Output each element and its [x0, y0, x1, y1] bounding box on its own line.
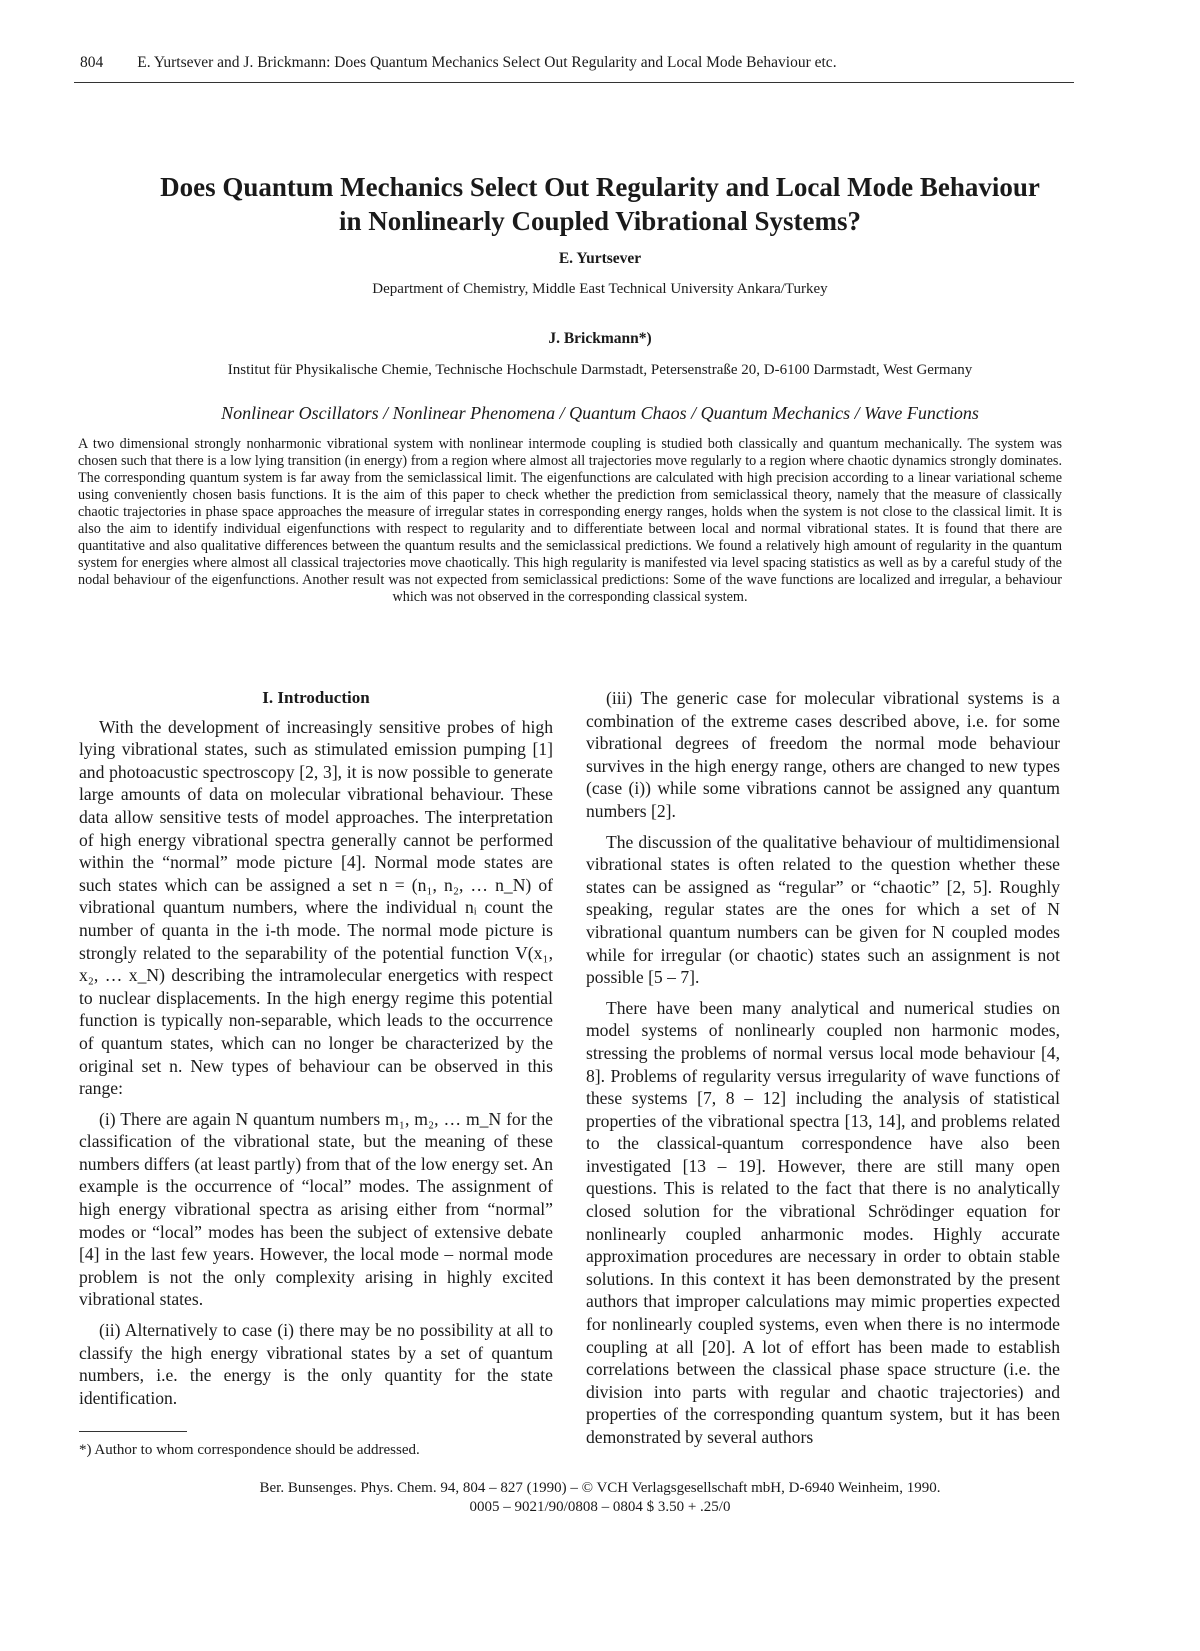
running-title: E. Yurtsever and J. Brickmann: Does Quantum Mechanics Select Out Regularity and Local Mode Behaviour etc. — [137, 54, 837, 71]
author-2-affiliation: Institut für Physikalische Chemie, Technische Hochschule Darmstadt, Petersenstraße 20, D-6100 Darmstadt, West Germany — [227, 362, 973, 378]
footnote: *) Author to whom correspondence should be addressed. — [79, 1442, 420, 1458]
page-number: 804 — [80, 54, 104, 71]
title-line-1: Does Quantum Mechanics Select Out Regularity and Local Mode Behaviour — [160, 172, 1040, 202]
left-column — [79, 687, 553, 1417]
footer-code: 0005 – 9021/90/0808 – 0804 $ 3.50 + .25/0 — [469, 1499, 731, 1515]
running-head — [80, 54, 1068, 72]
abstract: A two dimensional strongly nonharmonic vibrational system with nonlinear intermode coupling is studied both classically and quantum mechanically. The system was chosen such that there is a low lying transition (in energy) from a region where almost all trajectories move regularly to a region where chaotic dynamics strongly dominates. The corresponding quantum system is far away from the semiclassical limit. The eigenfunctions are calculated with high precision according to a linear variational scheme using conveniently chosen basis functions. It is the aim of this paper to check whether the prediction from semiclassical theory, namely that the measure of classically chaotic trajectories in phase space approaches the measure of irregular states in corresponding energy ranges, holds when the system is not close to the classical limit. It is also the aim to identify individual eigenfunctions with respect to regularity and to differentiate between local and normal vibrational states. It is found that there are quantitative and also qualitative differences between the quantum results and the semiclassical predictions. We found a relatively high amount of regularity in the quantum system for energies where almost all classical trajectories move chaotically. This high regularity is manifested via level spacing statistics as well as by a careful study of the nodal behaviour of the eigenfunctions. Another result was not expected from semiclassical predictions: Some of the wave functions are localized and irregular, a behaviour which was not observed in the corresponding classical system. — [78, 436, 1062, 605]
author-2-name: J. Brickmann*) — [548, 330, 652, 347]
paragraph: The discussion of the qualitative behaviour of multidimensional vibrational states is often related to the question whether these states can be assigned as “regular” or “chaotic” [2, 5]. Roughly speaking, regular states are the ones for which a set of N vibrational quantum numbers can be given for N coupled modes while for irregular (or chaotic) states such an assignment is not possible [5 – 7]. — [586, 831, 1060, 988]
footer-citation: Ber. Bunsenges. Phys. Chem. 94, 804 – 827 (1990) – © VCH Verlagsgesellschaft mbH, D-6940 Weinheim, 1990. — [259, 1480, 941, 1496]
paragraph: With the development of increasingly sensitive probes of high lying vibrational states, such as stimulated emission pumping [1] and photoacustic spectroscopy [2, 3], it is now possible to generate large amounts of data on molecular vibrational behaviour. These data allow sensitive tests of model approaches. The interpretation of high energy vibrational spectra generally cannot be performed within the “normal” mode picture [4]. Normal mode states are such states which can be assigned a set n = (n₁, n₂, … n_N) of vibrational quantum numbers, where the individual nᵢ count the number of quanta in the i-th mode. The normal mode picture is strongly related to the separability of the potential function V(x₁, x₂, … x_N) describing the intramolecular energetics with respect to nuclear displacements. In the high energy regime this potential function is typically non-separable, which leads to the occurrence of quantum states, which can no longer be characterized by the original set n. New types of behaviour can be observed in this range: — [79, 716, 553, 1099]
right-column — [586, 687, 1060, 1457]
keywords: Nonlinear Oscillators / Nonlinear Phenomena / Quantum Chaos / Quantum Mechanics / Wave Functions — [221, 403, 979, 423]
title-line-2: in Nonlinearly Coupled Vibrational Systems? — [338, 206, 862, 236]
author-1-affiliation: Department of Chemistry, Middle East Technical University Ankara/Turkey — [372, 281, 828, 297]
author-1-name: E. Yurtsever — [558, 250, 642, 267]
paragraph: (i) There are again N quantum numbers m₁, m₂, … m_N for the classification of the vibrational state, but the meaning of these numbers differs (at least partly) from that of the low energy set. An example is the occurrence of “local” modes. The assignment of high energy vibrational spectra as arising either from “normal” modes or “local” modes has been the subject of extensive debate [4] in the last few years. However, the local mode – normal mode problem is not the only complexity arising in highly excited vibrational states. — [79, 1108, 553, 1310]
paragraph: (iii) The generic case for molecular vibrational systems is a combination of the extreme cases described above, i.e. for some vibrational degrees of freedom the normal mode behaviour survives in the high energy range, others are changed to new types (case (i)) while some vibrations cannot be assigned any quantum numbers [2]. — [586, 688, 1060, 821]
header-rule — [74, 82, 1074, 83]
section-heading: I. Introduction — [262, 688, 370, 707]
paragraph: There have been many analytical and numerical studies on model systems of nonlinearly coupled non harmonic modes, stressing the problems of normal versus local mode behaviour [4, 8]. Problems of regularity versus irregularity of wave functions of these systems [7, 8 – 12] including the analysis of statistical properties of the vibrational spectra [13, 14], and problems related to the classical-quantum correspondence have also been investigated [13 – 19]. However, there are still many open questions. This is related to the fact that there is no analytically closed solution for the vibrational Schrödinger equation for nonlinearly coupled anharmonic modes. Highly accurate approximation procedures are necessary in order to obtain stable solutions. In this context it has been demonstrated by the present authors that improper calculations may mimic properties expected for nonlinearly coupled systems, even when there is no intermode coupling at all [20]. A lot of effort has been made to establish correlations between the classical phase space structure (i.e. the division into parts with regular and chaotic trajectories) and properties of the corresponding quantum system, but it has been demonstrated by several authors — [586, 997, 1060, 1447]
paragraph: (ii) Alternatively to case (i) there may be no possibility at all to classify the high energy vibrational states by a set of quantum numbers, i.e. the energy is the only quantity for the state identification. — [79, 1320, 553, 1408]
footnote-rule — [79, 1431, 187, 1432]
paper-title — [60, 170, 1140, 238]
